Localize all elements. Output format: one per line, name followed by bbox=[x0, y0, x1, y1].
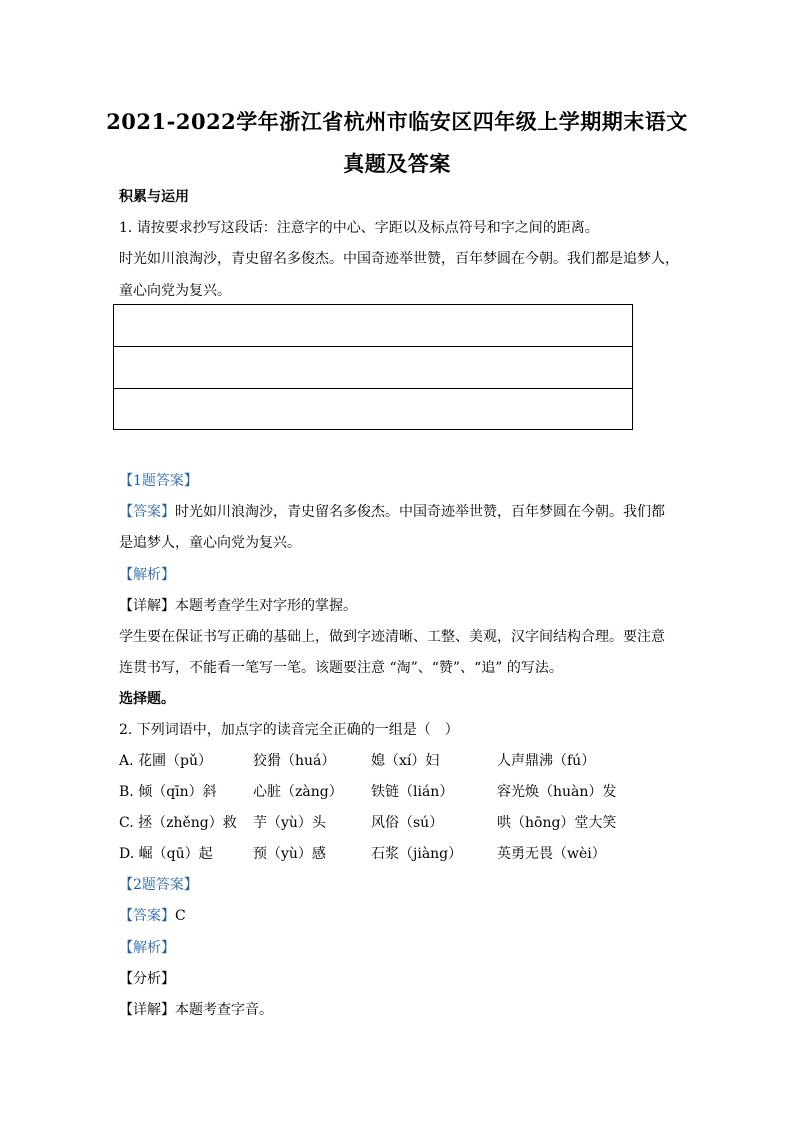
q1-answer-heading: 【1题答案】 bbox=[119, 473, 198, 489]
writing-row bbox=[114, 389, 632, 431]
option-word: 哄（hōng）堂大笑 bbox=[497, 815, 617, 831]
q1-detail-line bbox=[119, 595, 357, 615]
detail-tag: 【详解】 bbox=[119, 598, 175, 614]
option-word: 心脏（zàng） bbox=[253, 784, 343, 800]
answer-text: 时光如川浪淘沙，青史留名多俊杰。中国奇迹举世赞，百年梦圆在今朝。我们都 bbox=[175, 504, 665, 520]
q1-answer-line-2: 是追梦人，童心向党为复兴。 bbox=[119, 535, 301, 551]
option-word: 石浆（jiàng） bbox=[371, 846, 463, 862]
answer-tag: 【答案】 bbox=[119, 908, 175, 924]
option-word: 风俗（sú） bbox=[371, 815, 444, 831]
writing-row bbox=[114, 305, 632, 347]
q2-answer-line bbox=[119, 905, 186, 925]
q1-explain-line-1: 学生要在保证书写正确的基础上，做到字迹清晰、工整、美观，汉字间结构合理。要注意 bbox=[119, 629, 665, 645]
question-1-text: 1. 请按要求抄写这段话：注意字的中心、字距以及标点符号和字之间的距离。 bbox=[119, 220, 599, 236]
detail-tag: 【详解】 bbox=[119, 1002, 175, 1018]
option-word: B. 倾（qīn）斜 bbox=[119, 784, 217, 800]
section-heading-accumulation: 积累与运用 bbox=[119, 189, 189, 205]
option-word: D. 崛（qū）起 bbox=[119, 846, 213, 862]
q2-analysis-tag: 【解析】 bbox=[119, 940, 175, 956]
q2-fenxi-tag: 【分析】 bbox=[119, 971, 175, 987]
option-word: 英勇无畏（wèi） bbox=[497, 846, 606, 862]
document-title-line2: 真题及答案 bbox=[343, 151, 451, 176]
option-word: 芋（yù）头 bbox=[253, 815, 326, 831]
q2-detail-line bbox=[119, 999, 273, 1019]
detail-text: 本题考查字音。 bbox=[175, 1002, 273, 1018]
answer-value: C bbox=[175, 908, 186, 924]
question-2-text: 2. 下列词语中，加点字的读音完全正确的一组是（ ） bbox=[119, 722, 459, 738]
answer-tag: 【答案】 bbox=[119, 504, 175, 520]
option-word: C. 拯（zhěng）救 bbox=[119, 815, 237, 831]
option-word: 媳（xí）妇 bbox=[371, 753, 440, 769]
section-heading-choice: 选择题。 bbox=[119, 691, 175, 707]
option-word: 容光焕（huàn）发 bbox=[497, 784, 617, 800]
passage-line-1: 时光如川浪淘沙，青史留名多俊杰。中国奇迹举世赞，百年梦圆在今朝。我们都是追梦人， bbox=[119, 251, 679, 267]
copy-writing-grid bbox=[113, 304, 633, 430]
q2-answer-heading: 【2题答案】 bbox=[119, 877, 198, 893]
option-word: A. 花圃（pǔ） bbox=[119, 753, 212, 769]
q1-explain-line-2: 连贯书写，不能看一笔写一笔。该题要注意 “淘”、“赞”、“追” 的写法。 bbox=[119, 660, 563, 676]
option-word: 铁链（lián） bbox=[371, 784, 454, 800]
option-word: 预（yù）感 bbox=[253, 846, 326, 862]
passage-line-2: 童心向党为复兴。 bbox=[119, 283, 231, 299]
detail-text: 本题考查学生对字形的掌握。 bbox=[175, 598, 357, 614]
q1-analysis-tag: 【解析】 bbox=[119, 567, 175, 583]
writing-row bbox=[114, 347, 632, 389]
option-word: 狡猾（huá） bbox=[253, 753, 336, 769]
document-title-line1: 2021-2022学年浙江省杭州市临安区四年级上学期期末语文 bbox=[106, 109, 688, 134]
option-word: 人声鼎沸（fú） bbox=[497, 753, 596, 769]
q1-answer-line-1 bbox=[119, 501, 665, 521]
